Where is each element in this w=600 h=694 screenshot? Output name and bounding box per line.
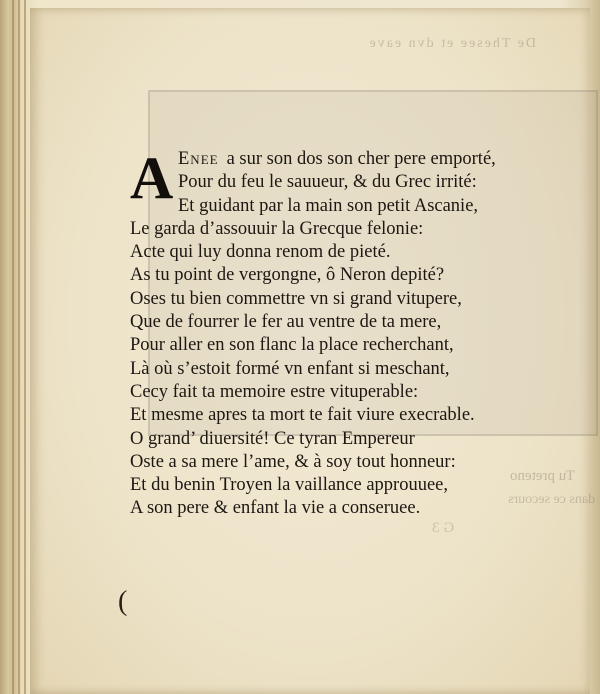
poem-line: Oses tu bien commettre vn si grand vitupere, bbox=[130, 288, 462, 309]
bleed-through-text: Tu preteno bbox=[510, 468, 575, 484]
first-word: Enee bbox=[178, 149, 219, 169]
bleed-through-signature: G 3 bbox=[432, 520, 455, 536]
poem-line bbox=[130, 148, 570, 171]
bleed-through-text: dans ce secours bbox=[508, 492, 596, 507]
poem-line: Que de fourrer le fer au ventre de ta mere, bbox=[130, 312, 442, 333]
poem-line: Pour aller en son flanc la place recherchant, bbox=[130, 335, 454, 356]
poem-line: Acte qui luy donna renom de pieté. bbox=[130, 242, 391, 263]
poem-line: Pour du feu le sauueur, & du Grec irrité: bbox=[178, 172, 477, 193]
poem-line: Et guidant par la main son petit Ascanie, bbox=[178, 195, 479, 216]
poem-line: Oste a sa mere l’ame, & à soy tout honneur: bbox=[130, 451, 456, 472]
poem-line-text: a sur son dos son cher pere emporté, bbox=[226, 149, 496, 169]
poem-line: As tu point de vergongne, ô Neron depité? bbox=[130, 265, 445, 286]
page-edge bbox=[12, 0, 14, 694]
page-edge bbox=[18, 0, 20, 694]
poem-line: O grand’ diuersité! Ce tyran Empereur bbox=[130, 428, 415, 449]
poem-line: Et du benin Troyen la vaillance approuuee, bbox=[130, 475, 449, 496]
page-edge bbox=[24, 0, 26, 694]
margin-mark: ( bbox=[118, 586, 128, 617]
poem-line: A son pere & enfant la vie a conseruee. bbox=[130, 498, 421, 519]
poem-line: Et mesme apres ta mort te fait viure execrable. bbox=[130, 405, 475, 426]
poem bbox=[130, 145, 570, 521]
drop-cap: A bbox=[130, 145, 174, 211]
poem-line: Le garda d’assouuir la Grecque felonie: bbox=[130, 218, 424, 239]
poem-line: Cecy fait ta memoire estre vituperable: bbox=[130, 381, 419, 402]
poem-line: Là où s’estoit formé vn enfant si meschant, bbox=[130, 358, 450, 379]
bleed-through-header: De Thesee et dvn eave bbox=[367, 36, 536, 51]
